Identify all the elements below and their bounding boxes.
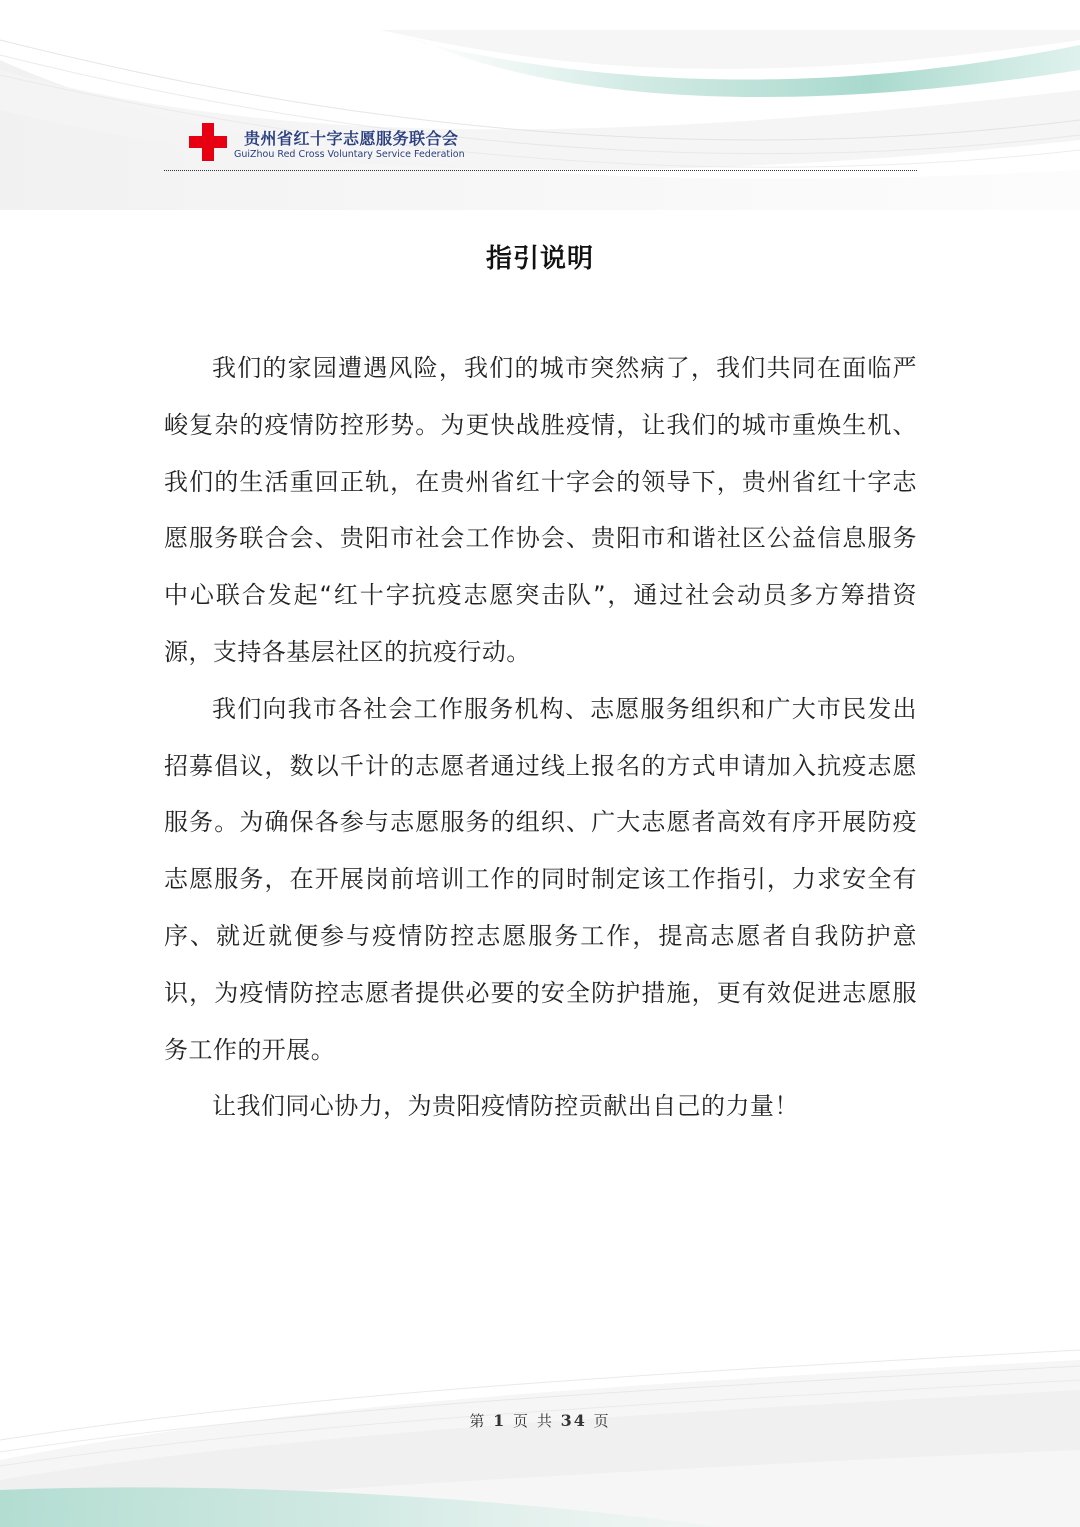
header-divider <box>164 170 917 171</box>
document-title: 指引说明 <box>485 244 594 274</box>
current-page-number: 1 <box>493 1411 507 1430</box>
footer-prefix: 第 <box>469 1412 487 1430</box>
footer-suffix: 页 <box>593 1412 611 1430</box>
paragraph: 我们向我市各社会工作服务机构、志愿服务组织和广大市民发出招募倡议，数以千计的志愿者通过线上报名的方式申请加入抗疫志愿服务。为确保各参与志愿服务的组织、广大志愿者高效有序开展防疫志愿服务，在开展岗前培训工作的同时制定该工作指引，力求安全有序、就近就便参与疫情防控志愿服务工作，提高志愿者自我防护意识，为疫情防控志愿者提供必要的安全防护措施，更有效促进志愿服务工作的开展。 <box>164 694 917 1064</box>
footer-middle: 页 共 <box>513 1412 554 1430</box>
document-header <box>164 118 917 174</box>
total-page-count: 34 <box>560 1411 587 1430</box>
organization-name-english: GuiZhou Red Cross Voluntary Service Federation <box>234 149 465 160</box>
paragraph: 让我们同心协力，为贵阳疫情防控贡献出自己的力量！ <box>212 1092 799 1121</box>
page-number-footer <box>0 1410 1080 1431</box>
red-cross-icon <box>189 123 227 161</box>
paragraph: 我们的家园遭遇风险，我们的城市突然病了，我们共同在面临严峻复杂的疫情防控形势。为更快战胜疫情，让我们的城市重焕生机、我们的生活重回正轨，在贵州省红十字会的领导下，贵州省红十字志愿服务联合会、贵阳市社会工作协会、贵阳市和谐社区公益信息服务中心联合发起“红十字抗疫志愿突击队”，通过社会动员多方筹措资源，支持各基层社区的抗疫行动。 <box>164 354 917 666</box>
footer-wave-decoration <box>0 1340 1080 1527</box>
header-wave-decoration <box>0 0 1080 210</box>
document-body <box>164 340 917 1135</box>
organization-name-chinese: 贵州省红十字志愿服务联合会 <box>244 129 459 148</box>
